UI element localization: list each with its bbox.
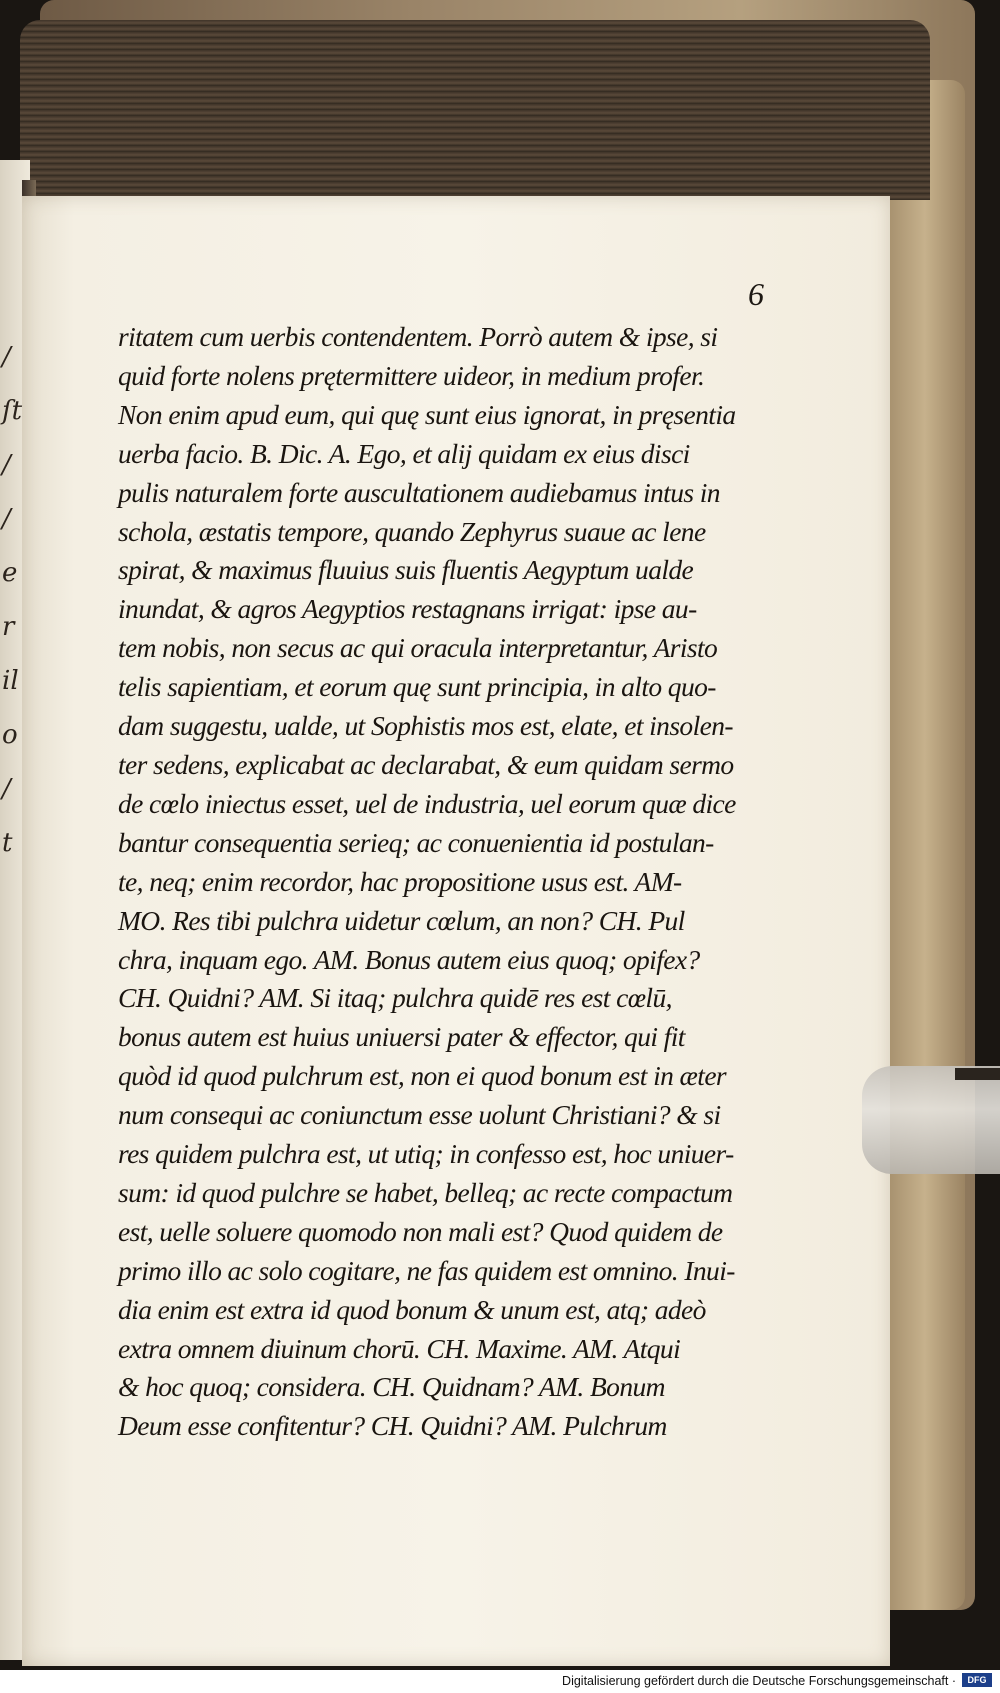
text-line: schola, æstatis tempore, quando Zephyrus suaue ac lene	[118, 515, 706, 547]
margin-fragment: il	[2, 666, 19, 696]
text-line: quòd id quod pulchrum est, non ei quod bonum est in æter	[118, 1060, 727, 1092]
text-line: inundat, & agros Aegyptios restagnans irrigat: ipse au-	[118, 593, 697, 625]
text-line: ter sedens, explicabat ac declarabat, & eum quidam sermo	[118, 748, 734, 780]
cover-edge	[885, 80, 965, 1610]
text-line: bantur consequentia serieq; ac conuenientia id postulan-	[118, 826, 714, 858]
text-line: telis sapientiam, et eorum quę sunt principia, in alto quo-	[118, 671, 716, 703]
margin-fragment: r	[2, 612, 15, 642]
text-line: ritatem cum uerbis contendentem. Porrò autem & ipse, si	[118, 321, 718, 352]
funding-credit: Digitalisierung gefördert durch die Deutsche Forschungsgemeinschaft ·	[562, 1674, 956, 1688]
page-clip	[862, 1066, 1000, 1174]
text-line: de cœlo iniectus esset, uel de industria, uel eorum quæ dice	[118, 787, 736, 819]
margin-fragment: t	[2, 828, 13, 858]
text-line: Deum esse confitentur? CH. Quidni? AM. Pulchrum	[118, 1410, 667, 1442]
margin-fragment: ſt	[2, 396, 23, 426]
text-line: dam suggestu, ualde, ut Sophistis mos est, elate, et insolen-	[118, 710, 733, 742]
text-line: quid forte nolens prętermittere uideor, in medium profer.	[118, 359, 705, 391]
page-text-block	[118, 318, 818, 1446]
margin-fragment: /	[2, 504, 11, 534]
margin-fragment: /	[2, 342, 11, 372]
folio-number: 6	[748, 276, 764, 312]
text-line: pulis naturalem forte auscultationem audiebamus intus in	[118, 476, 720, 508]
dfg-logo: DFG	[962, 1673, 992, 1687]
facing-page-margin-text	[2, 330, 26, 1030]
text-line: sum: id quod pulchre se habet, belleq; ac recte compactum	[118, 1176, 733, 1208]
text-line: num consequi ac coniunctum esse uolunt Christiani? & si	[118, 1099, 721, 1131]
clip-slot	[955, 1068, 1000, 1080]
text-line: Non enim apud eum, qui quę sunt eius ignorat, in pręsentia	[118, 398, 736, 430]
text-line: extra omnem diuinum chorū. CH. Maxime. AM. Atqui	[118, 1332, 681, 1364]
text-line: res quidem pulchra est, ut utiq; in confesso est, hoc uniuer-	[118, 1138, 734, 1170]
text-line: tem nobis, non secus ac qui oracula interpretantur, Aristo	[118, 632, 718, 664]
text-line: primo illo ac solo cogitare, ne fas quidem est omnino. Inui-	[118, 1254, 735, 1286]
text-line: bonus autem est huius uniuersi pater & effector, qui fit	[118, 1021, 685, 1053]
page-block-edge	[20, 20, 930, 200]
margin-fragment: /	[2, 774, 11, 804]
text-line: uerba facio. B. Dic. A. Ego, et alij quidam ex eius disci	[118, 437, 690, 469]
text-line: CH. Quidni? AM. Si itaq; pulchra quidē res est cœlū,	[118, 982, 672, 1014]
margin-fragment: e	[2, 558, 18, 588]
text-line: & hoc quoq; considera. CH. Quidnam? AM. Bonum	[118, 1371, 665, 1403]
text-line: est, uelle soluere quomodo non mali est? Quod quidem de	[118, 1215, 723, 1247]
text-line: chra, inquam ego. AM. Bonus autem eius quoq; opifex?	[118, 943, 700, 975]
margin-fragment: o	[2, 720, 18, 750]
text-line: MO. Res tibi pulchra uidetur cœlum, an non? CH. Pul	[118, 904, 685, 936]
text-line: te, neq; enim recordor, hac propositione usus est. AM-	[118, 865, 682, 897]
footer-bar	[0, 1670, 1000, 1693]
margin-fragment: /	[2, 450, 11, 480]
text-line: spirat, & maximus fluuius suis fluentis Aegyptum ualde	[118, 554, 694, 586]
text-line: dia enim est extra id quod bonum & unum est, atq; adeò	[118, 1293, 706, 1325]
